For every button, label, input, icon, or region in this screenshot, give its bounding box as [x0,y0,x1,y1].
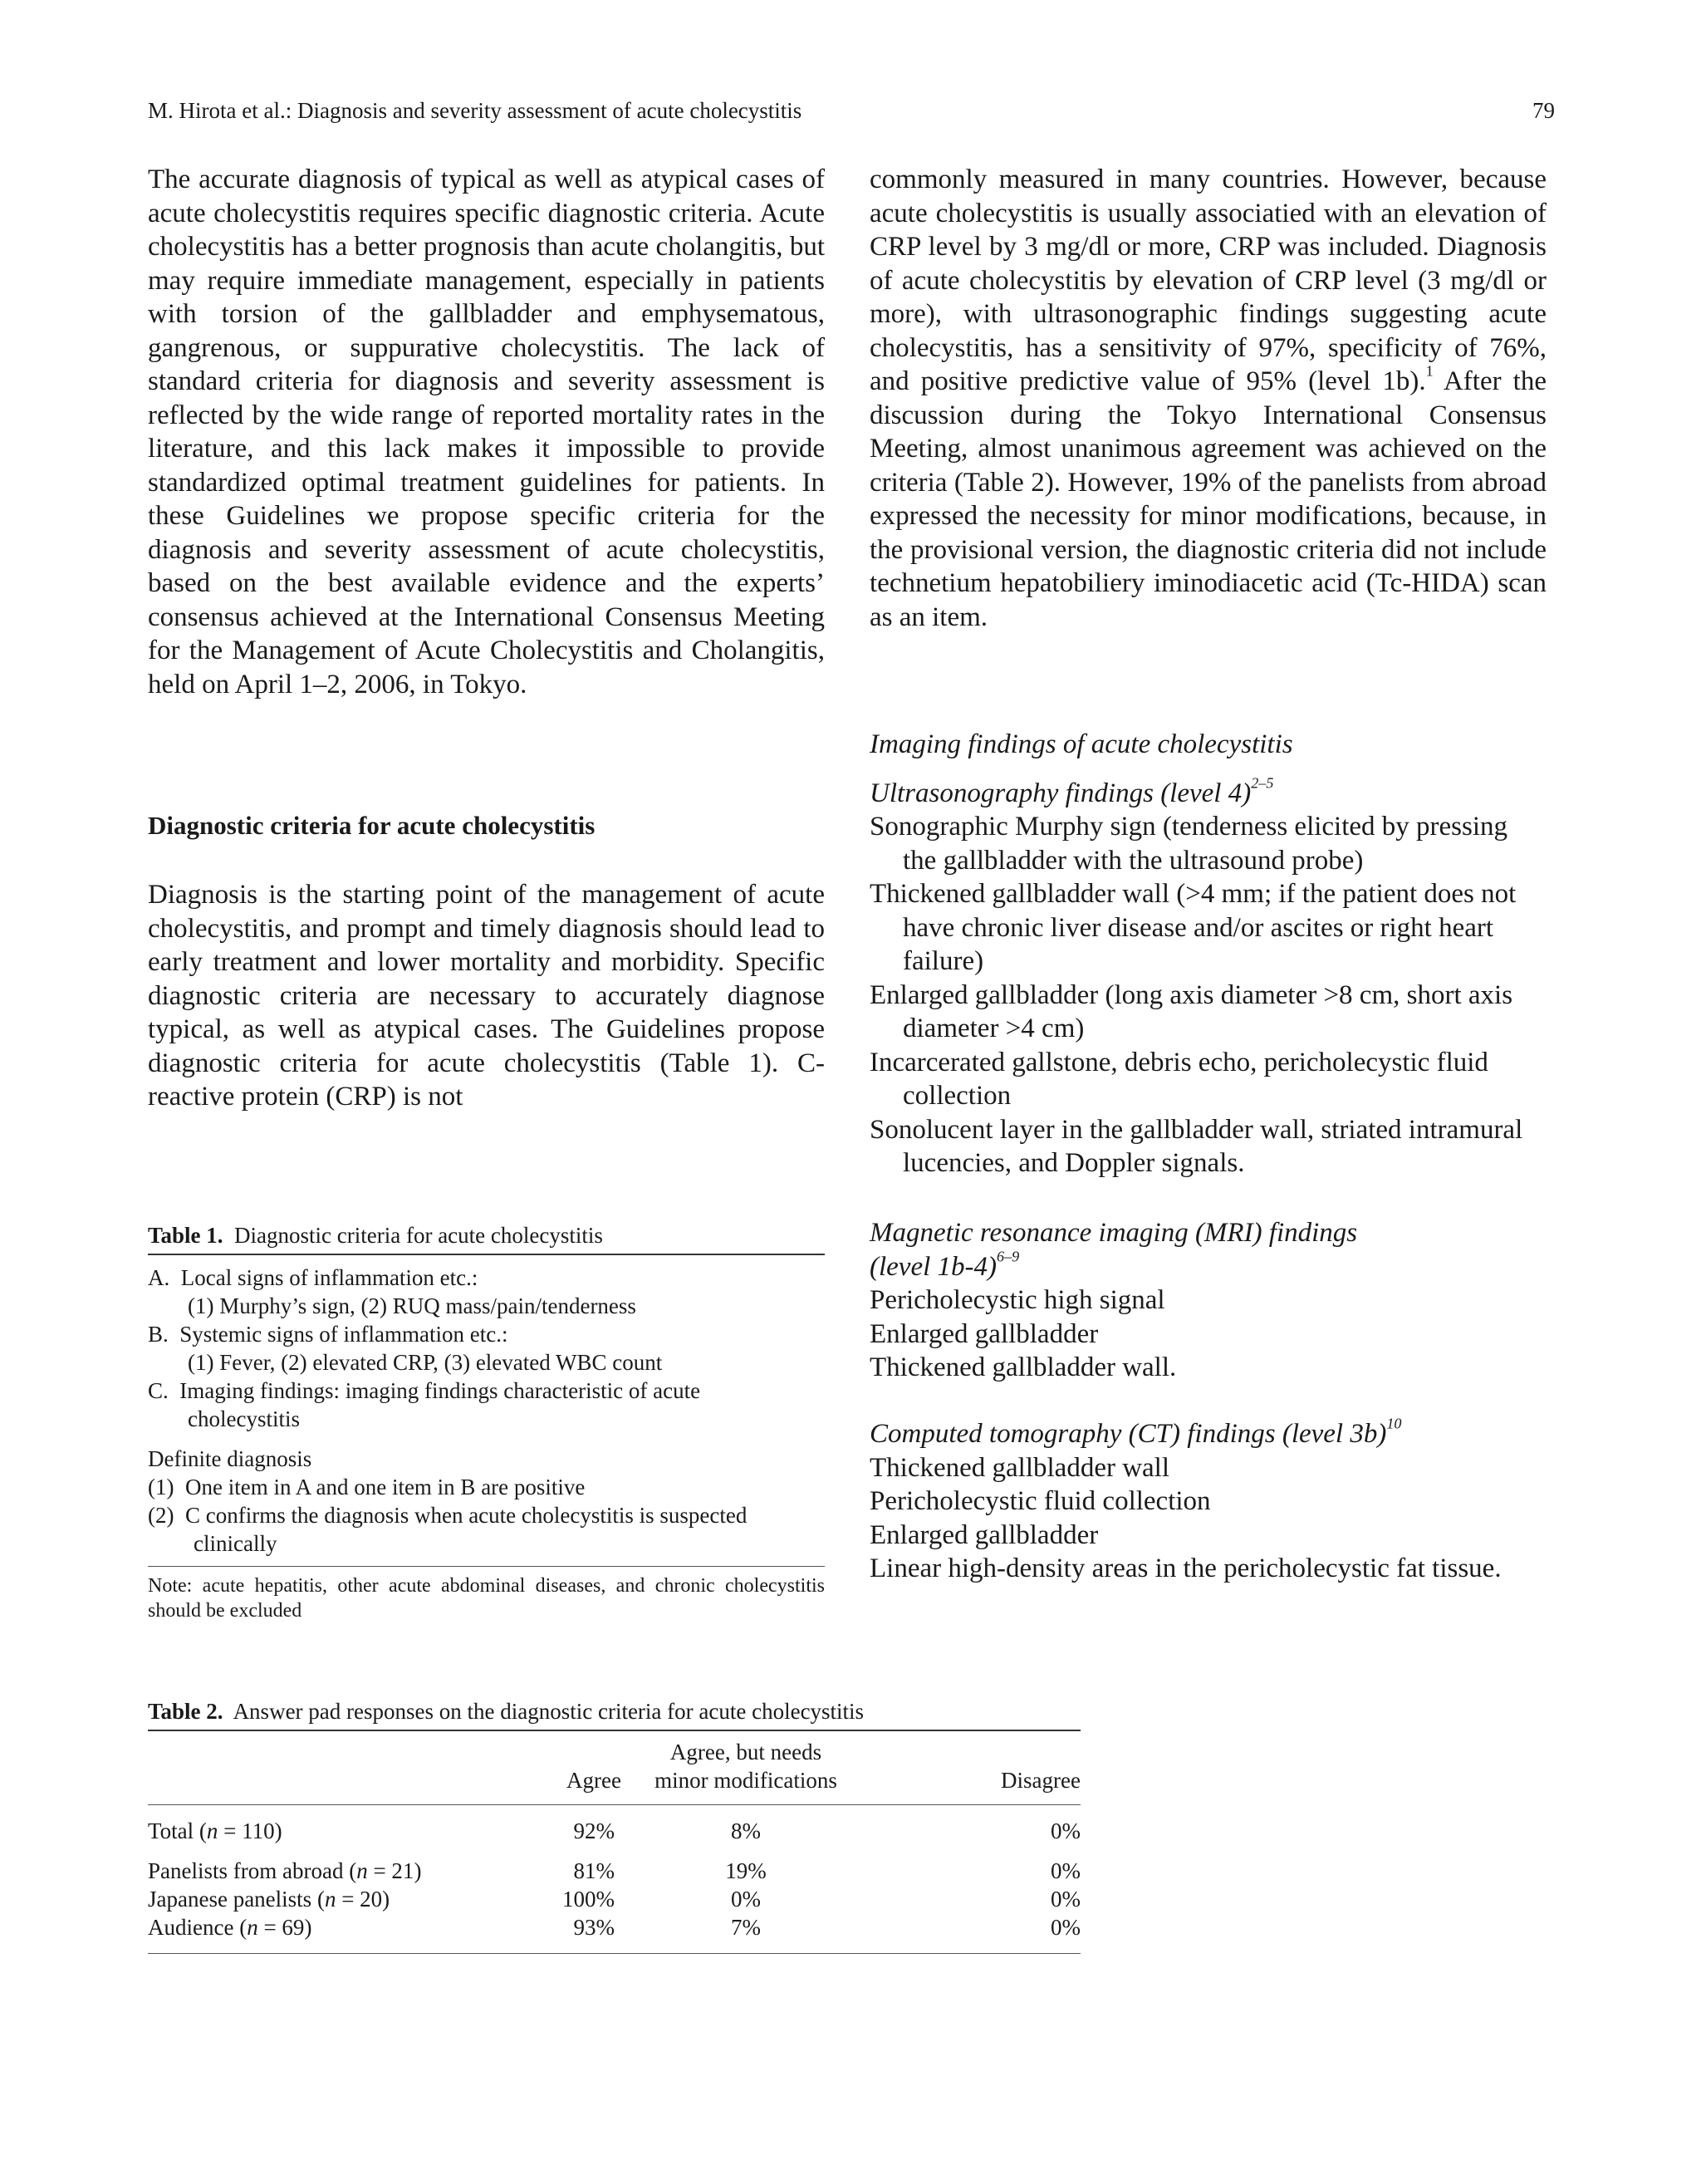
n-value: = 69 [257,1915,305,1940]
table-row [148,1885,1081,1913]
reference-1: 1 [1425,362,1434,380]
table-2-grid [148,1731,1081,1954]
definite-item-2 [148,1501,825,1558]
minor-cell: 7% [621,1913,870,1954]
ct-item: Enlarged gallbladder [870,1519,1099,1550]
crp-paragraph-text-b: After the discussion during the Tokyo International Consensus Meeting, almost unanimous agreement was achieved on the criteria (Table 2). However, 19% of the panelists from abroad expressed the necessity for minor modifications, because, in the provisional version, the diagnostic criteria did not include technetium hepatobiliery iminodiacetic acid (Tc-HIDA) scan as an item. [870,366,1547,632]
us-item: Sonographic Murphy sign (tenderness elicited by pressing the gallbladder with the ultrasound probe) [870,812,1508,876]
header-group [148,1731,472,1805]
ct-item: Thickened gallbladder wall [870,1452,1170,1483]
crp-paragraph [870,163,1547,634]
disagree-cell: 0% [870,1913,1081,1954]
table-1-title: Diagnostic criteria for acute cholecystitis [234,1223,603,1248]
ct-reference: 10 [1386,1415,1402,1432]
us-heading-text: Ultrasonography findings (level 4) [870,778,1252,808]
table-row [148,1857,1081,1885]
criterion-b-sub: (1) Fever, (2) elevated CRP, (3) elevated WBC count [188,1350,663,1375]
group-cell: Panelists from abroad (n = 21) [148,1858,422,1883]
criterion-a [148,1264,825,1292]
criterion-c-cont: cholecystitis [188,1406,300,1431]
table-1-label: Table 1. [148,1223,223,1248]
mri-heading-line2 [870,1250,1547,1284]
us-item: Thickened gallbladder wall (>4 mm; if the patient does not have chronic liver disease and/or ascites or right heart failure) [870,879,1517,976]
header-minor: Agree, but needs minor modifications [621,1731,870,1805]
n-value: = 21 [367,1858,414,1883]
table-1-note: Note: acute hepatitis, other acute abdominal diseases, and chronic cholecystitis should be excluded [148,1566,825,1623]
agree-cell: 100% [562,1887,615,1912]
criterion-c-label: C. [148,1378,169,1403]
mri-heading-line2-text: (level 1b-4) [870,1251,997,1282]
us-item: Sonolucent layer in the gallbladder wall, striated intramural lucencies, and Doppler signals. [870,1114,1523,1178]
definite-item-2-label: (2) [148,1503,174,1528]
table-row [148,1805,1081,1858]
n-value: = 20 [336,1887,383,1912]
definite-item-2-text: C confirms the diagnosis when acute cholecystitis is suspected clinically [184,1503,748,1556]
agree-cell: 92% [573,1818,615,1843]
left-column [148,163,825,701]
criterion-b-text: Systemic signs of inflammation etc.: [179,1322,508,1347]
us-item: Incarcerated gallstone, debris echo, pericholecystic fluid collection [870,1047,1488,1111]
criterion-a-sub: (1) Murphy’s sign, (2) RUQ mass/pain/tenderness [188,1293,636,1318]
criterion-c [148,1377,825,1405]
table-1-body [148,1255,825,1623]
mri-item: Enlarged gallbladder [870,1318,1099,1349]
us-heading [870,774,1547,811]
criterion-a-label: A. [148,1265,170,1290]
ct-heading [870,1417,1547,1451]
page-number: 79 [1532,98,1555,123]
group-name: Audience [148,1915,234,1940]
criterion-b-label: B. [148,1322,169,1347]
definite-item-1 [148,1473,825,1501]
group-name: Japanese panelists [148,1887,312,1912]
mri-item: Pericholecystic high signal [870,1285,1165,1315]
ct-item: Pericholecystic fluid collection [870,1486,1211,1516]
table-2-label: Table 2. [148,1699,223,1724]
imaging-findings [870,728,1547,1180]
disagree-cell: 0% [1051,1887,1081,1912]
definite-diagnosis-heading: Definite diagnosis [148,1446,312,1471]
table-2-caption [148,1697,1081,1731]
crp-paragraph-text-a: commonly measured in many countries. However, because acute cholecystitis is usually associatied with an elevation of CRP level by 3 mg/dl or more, CRP was included. Diagnosis of acute cholecystitis by elevation of CRP level (3 mg/dl or more), with ultrasonographic findings suggesting acute cholecystitis, has a sensitivity of 97%, specificity of 76%, and positive predictive value of 95% (level 1b). [870,164,1547,396]
mri-heading-line1: Magnetic resonance imaging (MRI) findings [870,1218,1358,1248]
disagree-cell: 0% [1051,1858,1081,1883]
mri-findings [870,1216,1547,1385]
right-column [870,163,1547,634]
group-name: Total [148,1818,194,1843]
criterion-c-text: Imaging findings: imaging findings characteristic of acute [179,1378,701,1403]
n-symbol: n [324,1887,336,1912]
ct-findings [870,1417,1547,1586]
header-disagree: Disagree [870,1731,1081,1805]
intro-paragraph: The accurate diagnosis of typical as well as atypical cases of acute cholecystitis requires specific diagnostic criteria. Acute cholecystitis has a better prognosis than acute cholangitis, but may require immediate management, especially in patients with torsion of the gallbladder and emphysematous, gangrenous, or suppurative cholecystitis. The lack of standard criteria for diagnosis and severity assessment is reflected by the wide range of reported mortality rates in the literature, and this lack makes it impossible to provide standardized optimal treatment guidelines for patients. In these Guidelines we propose specific criteria for the diagnosis and severity assessment of acute cholecystitis, based on the best available evidence and the experts’ consensus achieved at the International Consensus Meeting for the Management of Acute Cholecystitis and Cholangitis, held on April 1–2, 2006, in Tokyo. [148,164,825,699]
section-heading: Diagnostic criteria for acute cholecystitis [148,811,596,840]
definite-item-1-label: (1) [148,1475,174,1499]
n-symbol: n [356,1858,368,1883]
running-head-title: M. Hirota et al.: Diagnosis and severity assessment of acute cholecystitis [148,98,802,123]
n-value: = 110 [218,1818,275,1843]
table-2-title: Answer pad responses on the diagnostic criteria for acute cholecystitis [233,1699,865,1724]
us-reference: 2–5 [1251,774,1274,792]
header-agree: Agree [472,1731,621,1805]
table-1-caption [148,1221,825,1255]
criterion-b [148,1320,825,1348]
ct-heading-text: Computed tomography (CT) findings (level 3b) [870,1419,1387,1449]
group-cell: Japanese panelists (n = 20) [148,1887,390,1912]
table-row [148,1913,1081,1954]
imaging-heading: Imaging findings of acute cholecystitis [870,729,1293,759]
diagnosis-paragraph: Diagnosis is the starting point of the management of acute cholecystitis, and prompt and timely diagnosis should lead to early treatment and lower mortality and morbidity. Specific diagnostic criteria are necessary to accurately diagnose typical, as well as atypical cases. The Guidelines propose diagnostic criteria for acute cholecystitis (Table 1). C-reactive protein (CRP) is not [148,880,825,1112]
group-cell: Audience (n = 69) [148,1913,472,1954]
disagree-cell: 0% [1051,1818,1081,1843]
minor-cell: 0% [731,1887,761,1912]
mri-reference: 6–9 [997,1248,1020,1265]
criterion-a-text: Local signs of inflammation etc.: [180,1265,478,1290]
n-symbol: n [206,1818,218,1843]
table-2-header-row [148,1731,1081,1805]
table-1 [148,1221,825,1623]
ct-item: Linear high-density areas in the pericholecystic fat tissue. [870,1553,1502,1583]
us-item: Enlarged gallbladder (long axis diameter >8 cm, short axis diameter >4 cm) [870,979,1513,1043]
agree-cell: 93% [472,1913,621,1954]
agree-cell: 81% [573,1858,615,1883]
group-name: Panelists from abroad [148,1858,344,1883]
group-cell: Total (n = 110) [148,1818,282,1843]
mri-item: Thickened gallbladder wall. [870,1352,1177,1382]
minor-cell: 19% [725,1858,767,1883]
n-symbol: n [247,1915,258,1940]
table-2 [148,1697,1081,1954]
definite-item-1-text: One item in A and one item in B are positive [184,1475,586,1499]
minor-cell: 8% [731,1818,761,1843]
